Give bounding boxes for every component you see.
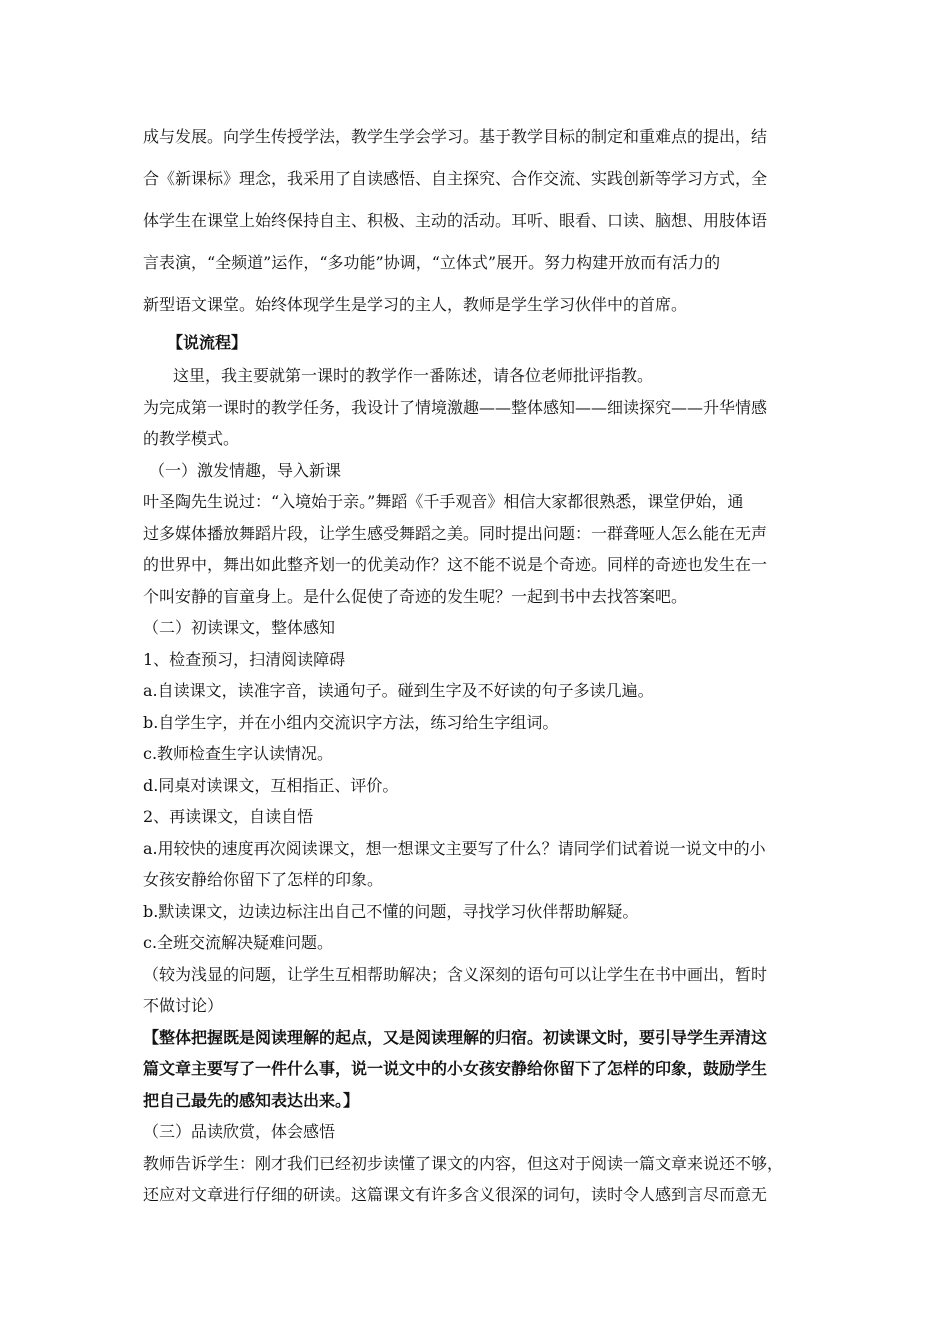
- text-line: 还应对文章进行仔细的研读。这篇课文有许多含义很深的词句，读时令人感到言尽而意无: [143, 1185, 768, 1204]
- subheading: （一）激发情趣，导入新课: [149, 460, 342, 480]
- text-line: 体学生在课堂上始终保持自主、积极、主动的活动。耳听、眼看、口读、脑想、用肢体语: [143, 211, 768, 230]
- text-line: 叶圣陶先生说过：“入境始于亲。”舞蹈《千手观音》相信大家都很熟悉，课堂伊始，通: [143, 492, 744, 511]
- text-line: 2、再读课文，自读自悟: [143, 807, 314, 826]
- bold-note-line: 篇文章主要写了一件什么事，说一说文中的小女孩安静给你留下了怎样的印象，鼓励学生: [143, 1059, 768, 1078]
- text-line: （较为浅显的问题，让学生互相帮助解决；含义深刻的语句可以让学生在书中画出，暂时: [143, 964, 768, 984]
- subheading: （二）初读课文，整体感知: [143, 618, 336, 637]
- text-line: 的世界中，舞出如此整齐划一的优美动作？这不能不说是个奇迹。同样的奇迹也发生在一: [143, 555, 768, 574]
- list-item: b.自学生字，并在小组内交流识字方法，练习给生字组词。: [143, 712, 559, 732]
- bold-note-line: 把自己最先的感知表达出来。】: [143, 1090, 360, 1110]
- text-line: 成与发展。向学生传授学法，教学生学会学习。基于教学目标的制定和重难点的提出，结: [143, 127, 768, 146]
- text-line: 这里，我主要就第一课时的教学作一番陈述，请各位老师批评指教。: [173, 366, 654, 385]
- list-item: b.默读课文，边读边标注出自己不懂的问题，寻找学习伙伴帮助解疑。: [143, 901, 639, 921]
- text-line: 的教学模式。: [143, 429, 240, 448]
- text-line: 女孩安静给你留下了怎样的印象。: [143, 870, 384, 889]
- subheading: （三）品读欣赏，体会感悟: [143, 1122, 336, 1141]
- bold-note-line: 【整体把握既是阅读理解的起点，又是阅读理解的归宿。初读课文时，要引导学生弄清这: [143, 1027, 768, 1047]
- list-item: a.用较快的速度再次阅读课文，想一想课文主要写了什么？请同学们试着说一说文中的小: [143, 838, 766, 858]
- text-line: 不做讨论）: [143, 996, 224, 1015]
- list-item: d.同桌对读课文，互相指正、评价。: [143, 775, 399, 795]
- text-line: 过多媒体播放舞蹈片段，让学生感受舞蹈之美。同时提出问题：一群聋哑人怎么能在无声: [143, 523, 768, 543]
- process-section: [143, 360, 803, 1211]
- text-line: 言表演，“全频道”运作，“多功能”协调，“立体式”展开。努力构建开放而有活力的: [143, 253, 721, 272]
- text-line: 1、检查预习，扫清阅读障碍: [143, 649, 346, 669]
- list-item: a.自读课文，读准字音，读通句子。碰到生字及不好读的句子多读几遍。: [143, 681, 654, 700]
- text-line: 个叫安静的盲童身上。是什么促使了奇迹的发生呢？一起到书中去找答案吧。: [143, 586, 688, 606]
- text-line: 新型语文课堂。始终体现学生是学习的主人，教师是学生学习伙伴中的首席。: [143, 295, 688, 314]
- text-line: 教师告诉学生：刚才我们已经初步读懂了课文的内容，但这对于阅读一篇文章来说还不够，: [143, 1153, 784, 1173]
- intro-paragraph: [143, 116, 803, 326]
- text-line: 为完成第一课时的教学任务，我设计了情境激趣——整体感知——细读探究——升华情感: [143, 397, 768, 417]
- document-body: [143, 116, 803, 1211]
- section-heading: 【说流程】: [167, 333, 248, 352]
- text-line: 合《新课标》理念，我采用了自读感悟、自主探究、合作交流、实践创新等学习方式，全: [143, 169, 768, 188]
- list-item: c.全班交流解决疑难问题。: [143, 933, 334, 952]
- list-item: c.教师检查生字认读情况。: [143, 744, 334, 763]
